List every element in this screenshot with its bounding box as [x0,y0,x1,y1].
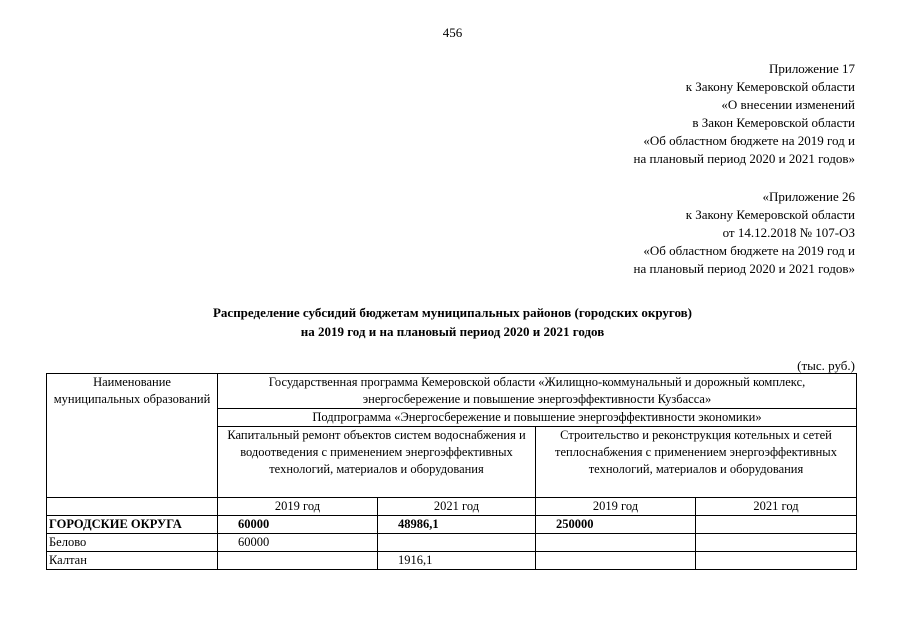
year-header: 2021 год [378,498,536,516]
annex-line: к Закону Кемеровской области [685,207,855,222]
measure-2-header: Строительство и реконструкция котельных и сетей теплоснабжения с применением энергоэффективных технологий, материалов и оборудования [536,427,857,498]
row-value: 1916,1 [378,552,536,570]
annex-17-header [634,60,856,168]
empty-cell [47,498,218,516]
annex-line: на плановый период 2020 и 2021 годов» [633,151,855,166]
row-value: 60000 [218,516,378,534]
row-value [536,552,696,570]
year-header: 2019 год [218,498,378,516]
row-value [536,534,696,552]
table-row [47,516,857,534]
title-line-2: на 2019 год и на плановый период 2020 и 2021 годов [300,324,605,339]
municipality-column-header: Наименование муниципальных образований [47,374,218,498]
annex-line: в Закон Кемеровской области [692,115,855,130]
measure-1-header: Капитальный ремонт объектов систем водоснабжения и водоотведения с применением энергоэффективных технологий, материалов и оборудования [218,427,536,498]
row-name: Белово [47,534,218,552]
year-header: 2019 год [536,498,696,516]
subsidy-table [46,373,857,570]
row-value [696,552,857,570]
row-value [218,552,378,570]
row-value [696,534,857,552]
row-value: 48986,1 [378,516,536,534]
row-value [378,534,536,552]
row-value: 250000 [536,516,696,534]
row-value: 60000 [218,534,378,552]
annex-line: к Закону Кемеровской области [685,79,855,94]
program-header: Государственная программа Кемеровской области «Жилищно-коммунальный и дорожный комплекс, энергосбережение и повышение энергоэффективности Кузбасса» [218,374,857,409]
annex-line: Приложение 17 [768,61,855,76]
row-value [696,516,857,534]
title-line-1: Распределение субсидий бюджетам муниципальных районов (городских округов) [212,305,692,320]
row-name: ГОРОДСКИЕ ОКРУГА [47,516,218,534]
annex-line: «Приложение 26 [762,189,855,204]
header-row-years [47,498,857,516]
table-row [47,534,857,552]
subprogram-header: Подпрограмма «Энергосбережение и повышение энергоэффективности экономики» [218,409,857,427]
annex-26-header [634,188,856,278]
header-row-program [47,374,857,409]
table-row [47,552,857,570]
annex-line: «О внесении изменений [721,97,855,112]
year-header: 2021 год [696,498,857,516]
annex-line: «Об областном бюджете на 2019 год и [643,133,855,148]
annex-line: на плановый период 2020 и 2021 годов» [633,261,855,276]
page-number: 456 [442,25,463,40]
annex-line: от 14.12.2018 № 107-ОЗ [722,225,855,240]
document-title [0,303,905,341]
row-name: Калтан [47,552,218,570]
annex-line: «Об областном бюджете на 2019 год и [643,243,855,258]
units-label: (тыс. руб.) [797,358,855,373]
